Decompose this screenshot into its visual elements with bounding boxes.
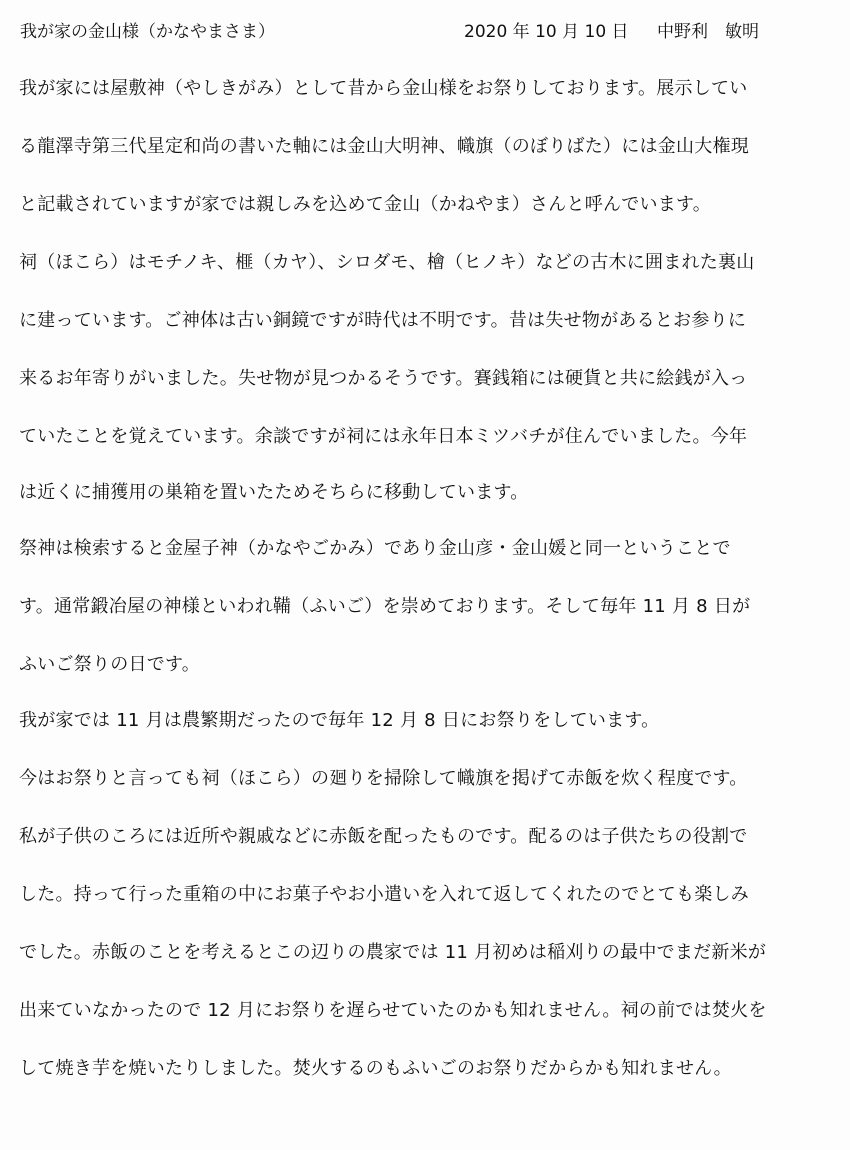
text-line: ふいご祭りの日です。 — [19, 654, 201, 675]
text-line: ていたことを覚えています。余談ですが祠には永年日本ミツバチが住んでいました。今年 — [19, 426, 748, 447]
text-line: 我が家では 11 月は農繁期だったので毎年 12 月 8 日にお祭りをしています。 — [19, 710, 660, 731]
text-line: 祭神は検索すると金屋子神（かなやごかみ）であり金山彦・金山媛と同一ということで — [19, 538, 731, 559]
text-line: 来るお年寄りがいました。失せ物が見つかるそうです。賽銭箱には硬貨と共に絵銭が入っ — [19, 368, 748, 389]
text-line: した。持って行った重箱の中にお菓子やお小遣いを入れて返してくれたのでとても楽しみ — [19, 884, 749, 905]
text-line: 我が家には屋敷神（やしきがみ）として昔から金山様をお祭りしております。展示してい — [19, 78, 748, 99]
document-title: 我が家の金山様（かなやまさま） — [20, 22, 275, 42]
text-line: す。通常鍛冶屋の神様といわれ鞴（ふいご）を崇めております。そして毎年 11 月 8 日が — [19, 596, 751, 617]
text-line: して焼き芋を焼いたりしました。焚火するのもふいごのお祭りだからかも知れません。 — [19, 1058, 732, 1079]
text-line: 私が子供のころには近所や親戚などに赤飯を配ったものです。配るのは子供たちの役割で — [19, 826, 748, 847]
text-line: に建っています。ご神体は古い銅鏡ですが時代は不明です。昔は失せ物があるとお参りに — [19, 310, 747, 331]
text-line: でした。赤飯のことを考えるとこの辺りの農家では 11 月初めは稲刈りの最中でまだ新米が — [19, 942, 767, 963]
text-line: る龍澤寺第三代星定和尚の書いた軸には金山大明神、幟旗（のぼりばた）には金山大権現 — [19, 136, 749, 157]
document-header — [20, 19, 830, 45]
text-line: と記載されていますが家では親しみを込めて金山（かねやま）さんと呼んでいます。 — [19, 194, 712, 215]
text-line: は近くに捕獲用の巣箱を置いたためそちらに移動しています。 — [19, 482, 529, 503]
text-line: 今はお祭りと言っても祠（ほこら）の廻りを掃除して幟旗を掲げて赤飯を炊く程度です。 — [19, 768, 748, 789]
text-line: 祠（ほこら）はモチノキ、榧（カヤ）、シロダモ、檜（ヒノキ）などの古木に囲まれた裏山 — [19, 252, 755, 273]
document-date: 2020 年 10 月 10 日 — [464, 22, 629, 42]
text-line: 出来ていなかったので 12 月にお祭りを遅らせていたのかも知れません。祠の前では焚火を — [19, 1000, 767, 1021]
document-author: 中野利 敏明 — [657, 22, 759, 42]
